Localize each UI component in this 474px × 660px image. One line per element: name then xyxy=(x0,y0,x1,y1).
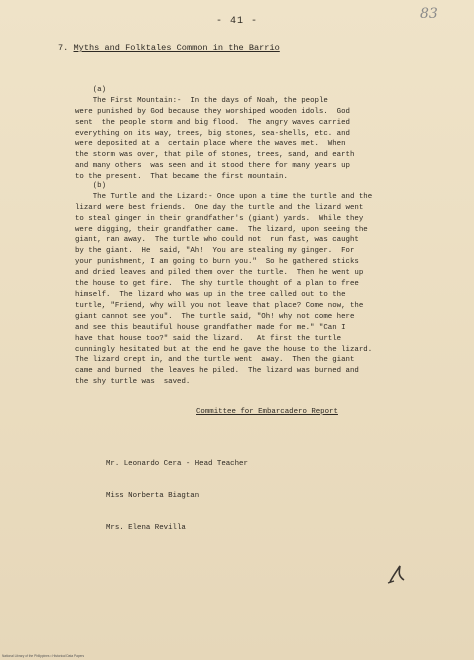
section-heading xyxy=(58,43,280,53)
story-label: (a) xyxy=(92,85,107,94)
story-body: The Turtle and the Lizard:- Once upon a time the turtle and the lizard were best friends. One day the turtle and the lizard went to steal ginger in their grandfather's (giant) yards. While they were digging, their grandfather came. The lizard, upon seeing the giant, ran away. The turtle who could not run fast, was caught by the giant. He said, "Ah! You are stealing my ginger. For your punishment, I am going to burn you." So he gathered sticks and dried leaves and piled them over the turtle. Then he went up the house to get fire. The shy turtle thought of a plan to free himself. The lizard who was up in the tree called out to the turtle, "Friend, why will you not leave that place? Come now, the giant cannot see you". The turtle said, "Oh! why not come here and see this beautiful house grandfather made for me." "Can I have that house too?" said the lizard. At first the turtle cunningly hesitated but at the end he gave the house to the lizard. The lizard crept in, and the turtle went away. Then the giant came and burned the leaves he piled. The lizard was burned and the shy turtle was saved. xyxy=(75,192,373,387)
page-number: - 41 - xyxy=(215,16,258,27)
story-turtle-lizard xyxy=(75,170,457,399)
member-name: Miss Norberta Biagtan xyxy=(106,491,200,500)
member-name: Mrs. Elena Revilla xyxy=(106,523,186,532)
story-body: The First Mountain:- In the days of Noah, the people were punished by God because they worshiped wooden idols. God sent the people storm and big flood. The angry waves carried everything on its way, trees, big stones, sea-shells, etc. and were deposited at a certain place where the waves met. When the storm was over, that pile of stones, trees, sand, and earth and many others was seen and it stood there for many years up to the present. That became the first mountain. xyxy=(75,96,355,182)
handwritten-page-number: 83 xyxy=(420,6,438,22)
section-title: Myths and Folktales Common in the Barrio xyxy=(73,43,280,53)
member-name: Mr. Leonardo Cera - Head Teacher xyxy=(106,460,248,469)
ink-mark-icon xyxy=(384,562,410,586)
committee-title: Committee for Embarcadero Report xyxy=(196,408,338,416)
story-label: (b) xyxy=(92,181,107,190)
archive-footer: National Library of the Philippines • Historical Data Papers xyxy=(2,654,85,658)
section-number: 7. xyxy=(58,43,69,53)
committee-members xyxy=(106,438,248,555)
